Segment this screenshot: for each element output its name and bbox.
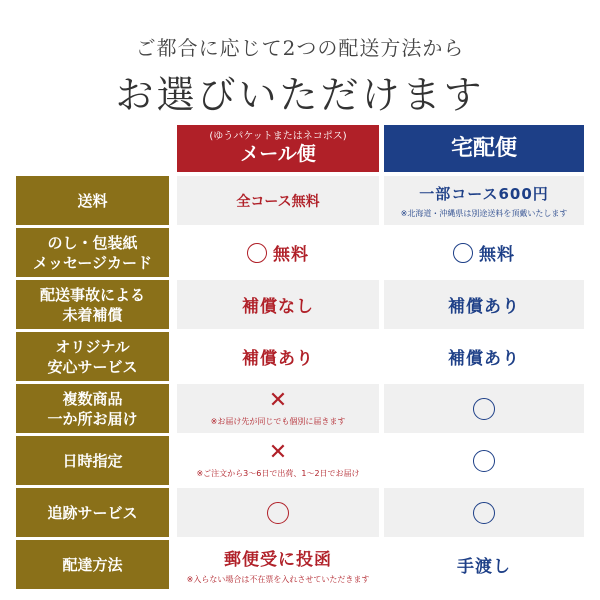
- takuhai-cell: [384, 280, 584, 329]
- headline: お選びいただけます: [115, 73, 485, 117]
- row-label: [16, 488, 169, 537]
- mail-cell: [177, 280, 379, 329]
- circle-icon: [473, 398, 495, 420]
- mail-value: 補償なし: [242, 297, 314, 317]
- takuhai-value: 無料: [479, 245, 515, 265]
- circle-icon: [267, 502, 289, 524]
- takuhai-cell: [384, 384, 584, 433]
- column-header-takuhai: [384, 125, 584, 172]
- takuhai-value: 一部コース600円: [419, 184, 549, 203]
- mail-value: 補償あり: [242, 349, 314, 369]
- row-noshi-wrapping: [16, 228, 584, 277]
- circle-icon: [473, 502, 495, 524]
- row-label: [16, 384, 169, 433]
- row-label-line: 配達方法: [62, 555, 123, 574]
- takuhai-value: 補償あり: [448, 349, 520, 369]
- takuhai-cell: [384, 332, 584, 381]
- row-date-time: [16, 436, 584, 485]
- row-combined-delivery: [16, 384, 584, 433]
- mail-cell: [177, 176, 379, 225]
- row-label: [16, 176, 169, 225]
- takuhai-cell: [384, 228, 584, 277]
- circle-icon: [473, 450, 495, 472]
- row-label-line: メッセージカード: [32, 253, 153, 272]
- mail-value: 無料: [273, 245, 309, 265]
- row-label-line: 未着補償: [62, 305, 123, 324]
- mail-cell: [177, 488, 379, 537]
- row-label-line: のし・包装紙: [47, 233, 138, 252]
- row-delivery-method: [16, 540, 584, 589]
- row-shipping-fee: [16, 176, 584, 225]
- mail-column-title: メール便: [240, 143, 316, 165]
- row-label: [16, 332, 169, 381]
- mail-cell: [177, 540, 379, 589]
- takuhai-value: 手渡し: [457, 557, 511, 577]
- mail-value: 全コース無料: [236, 193, 320, 210]
- takuhai-cell: [384, 176, 584, 225]
- mail-note: ※お届け先が同じでも個別に届きます: [210, 417, 346, 426]
- row-label: [16, 228, 169, 277]
- row-label-line: 追跡サービス: [47, 503, 138, 522]
- mail-note: ※入らない場合は不在票を入れさせていただきます: [186, 574, 370, 584]
- takuhai-value: 補償あり: [448, 297, 520, 317]
- mail-cell: [177, 332, 379, 381]
- takuhai-cell: [384, 488, 584, 537]
- row-loss-compensation: [16, 280, 584, 329]
- row-label-line: 配送事故による: [39, 285, 145, 304]
- takuhai-note: ※北海道・沖縄県は別途送料を頂戴いたします: [400, 208, 568, 218]
- row-label: [16, 280, 169, 329]
- row-label-line: 送料: [77, 191, 108, 210]
- row-label-line: オリジナル: [55, 337, 130, 356]
- row-label-line: 日時指定: [62, 451, 123, 470]
- row-label: [16, 540, 169, 589]
- mail-cell: [177, 384, 379, 433]
- row-label-line: 一か所お届け: [47, 409, 138, 428]
- takuhai-column-title: 宅配便: [450, 136, 517, 161]
- mail-cell: [177, 436, 379, 485]
- row-tracking: [16, 488, 584, 537]
- row-label-line: 安心サービス: [47, 357, 138, 376]
- mail-value: 郵便受に投函: [224, 549, 332, 570]
- takuhai-cell: [384, 540, 584, 589]
- mail-carrier-note: (ゆうパケットまたはネコポス): [209, 131, 347, 142]
- circle-icon: [453, 243, 473, 263]
- cross-icon: ✕: [268, 440, 288, 465]
- column-header-mail: [177, 125, 379, 172]
- cross-icon: ✕: [268, 388, 288, 413]
- circle-icon: [247, 243, 267, 263]
- row-label-line: 複数商品: [62, 389, 123, 408]
- mail-cell: [177, 228, 379, 277]
- row-label: [16, 436, 169, 485]
- takuhai-cell: [384, 436, 584, 485]
- mail-note: ※ご注文から3～6日で出荷、1～2日でお届け: [196, 469, 360, 478]
- row-original-service: [16, 332, 584, 381]
- subtitle: ご都合に応じて2つの配送方法から: [135, 36, 465, 60]
